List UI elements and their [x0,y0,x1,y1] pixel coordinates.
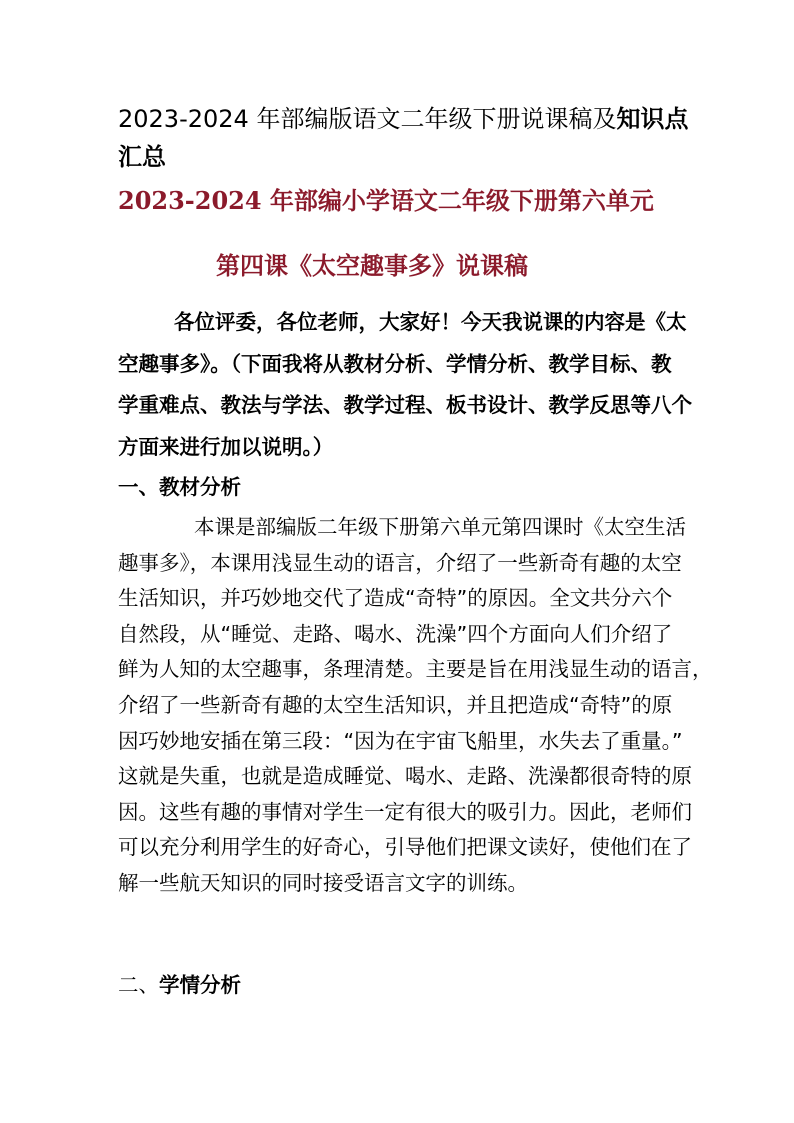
paragraph-line: 本课是部编版二年级下册第六单元第四课时《太空生活 [194,515,686,539]
section-heading-text: 学情分析 [159,973,241,997]
lesson-title: 第四课《太空趣事多》说课稿 [216,251,528,280]
paragraph-line: 介绍了一些新奇有趣的太空生活知识，并且把造成“奇特”的原 [118,692,673,717]
document-title [118,100,698,176]
paragraph-line: 因巧妙地安插在第三段：“因为在宇宙飞船里，水失去了重量。” [118,728,683,753]
paragraph-line: 自然段，从“睡觉、走路、喝水、洗澡”四个方面向人们介绍了 [118,621,673,646]
document-title-bold: 知识点 [616,105,689,133]
textbook-analysis-paragraph [118,510,713,902]
paragraph-line: 生活知识，并巧妙地交代了造成“奇特”的原因。全文共分六个 [118,586,673,611]
document-title-normal: 2023-2024 年部编版语文二年级下册说课稿及 [118,105,617,133]
unit-title: 2023-2024 年部编小学语文二年级下册第六单元 [118,186,654,215]
intro-line: 学重难点、教法与学法、教学过程、板书设计、教学反思等八个 [118,393,692,417]
paragraph-line: 鲜为人知的太空趣事，条理清楚。主要是旨在用浅显生动的语言， [118,657,713,682]
intro-paragraph [118,302,692,468]
paragraph-line: 因。这些有趣的事情对学生一定有很大的吸引力。因此，老师们 [118,799,692,824]
document-title-line2: 汇总 [118,143,166,171]
intro-line: 各位评委，各位老师，大家好！今天我说课的内容是《太 [174,310,687,334]
intro-line: 空趣事多》。（下面我将从教材分析、学情分析、教学目标、教 [118,351,672,376]
intro-line: 方面来进行加以说明。） [118,434,334,459]
paragraph-line: 解一些航天知识的同时接受语言文字的训练。 [118,870,528,895]
section-heading-textbook-analysis: 一、教材分析 [118,475,241,499]
section-heading-student-analysis [118,967,241,1003]
section-heading-prefix: 二、 [118,973,159,997]
paragraph-line: 这就是失重，也就是造成睡觉、喝水、走路、洗澡都很奇特的原 [118,764,692,789]
paragraph-line: 趣事多》，本课用浅显生动的语言，介绍了一些新奇有趣的太空 [118,550,682,575]
paragraph-line: 可以充分利用学生的好奇心，引导他们把课文读好，使他们在了 [118,835,692,860]
document-title-line1 [118,100,698,138]
